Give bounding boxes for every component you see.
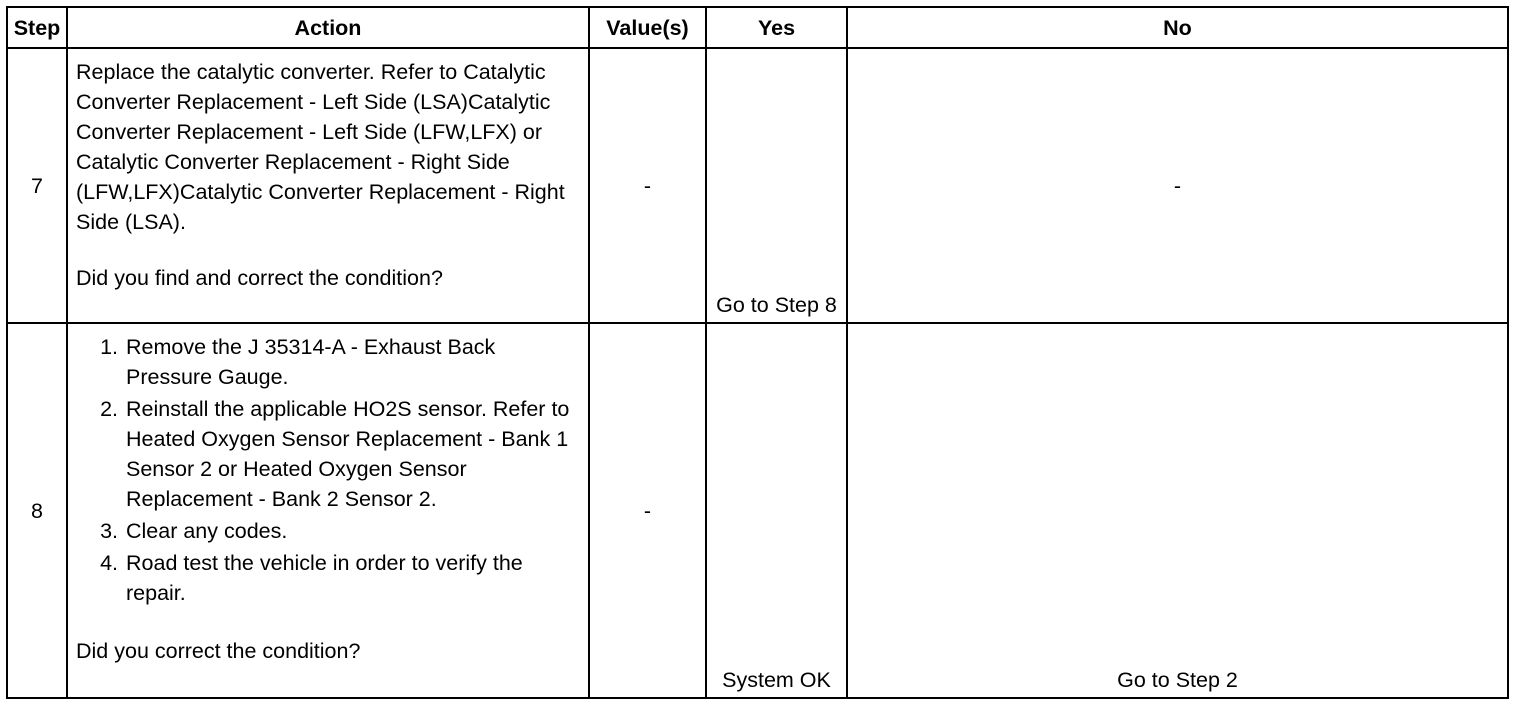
header-values: Value(s): [589, 7, 706, 48]
no-cell: -: [847, 48, 1508, 323]
header-step: Step: [7, 7, 67, 48]
action-text: Replace the catalytic converter. Refer to Catalytic Converter Replacement - Left Side (LSA)Catalytic Converter Replacement - Left Side (LFW,LFX) or Catalytic Converter Replacement - Right Side (LFW,LFX)Catalytic Converter Replacement - Right Side (LSA).: [76, 60, 565, 234]
list-item: 4. Road test the vehicle in order to verify the repair.: [124, 548, 584, 608]
list-item: 1. Remove the J 35314-A - Exhaust Back Pressure Gauge.: [124, 332, 584, 392]
table-row-step-8: [7, 323, 1508, 698]
list-item: 2. Reinstall the applicable HO2S sensor. Refer to Heated Oxygen Sensor Replacement - Bank 1 Sensor 2 or Heated Oxygen Sensor Replacement - Bank 2 Sensor 2.: [124, 394, 584, 514]
header-row: [7, 7, 1508, 48]
action-cell: [67, 48, 589, 323]
no-cell: Go to Step 2: [847, 323, 1508, 698]
values-cell: -: [589, 48, 706, 323]
yes-cell: Go to Step 8: [706, 48, 847, 323]
action-cell: [67, 323, 589, 698]
action-question: Did you find and correct the condition?: [76, 266, 443, 290]
diagnostic-table: [6, 6, 1509, 699]
yes-cell: System OK: [706, 323, 847, 698]
header-action: Action: [67, 7, 589, 48]
action-question: Did you correct the condition?: [76, 639, 361, 663]
header-no: No: [847, 7, 1508, 48]
step-number: 7: [7, 48, 67, 323]
values-cell: -: [589, 323, 706, 698]
header-yes: Yes: [706, 7, 847, 48]
table-row-step-7: [7, 48, 1508, 323]
step-number: 8: [7, 323, 67, 698]
list-item: 3. Clear any codes.: [124, 516, 584, 546]
action-steps-list: [76, 332, 584, 608]
